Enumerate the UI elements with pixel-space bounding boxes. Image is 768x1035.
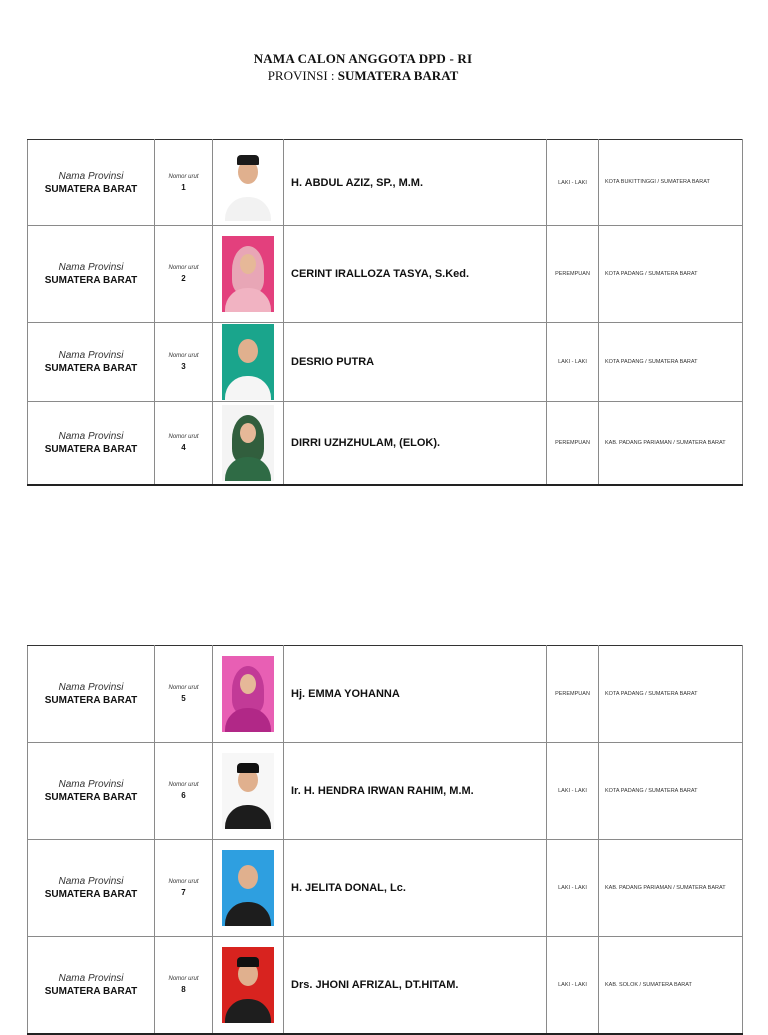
candidate-name: Drs. JHONI AFRIZAL, DT.HITAM. [291,978,459,991]
candidate-photo [222,947,274,1023]
document-title: NAMA CALON ANGGOTA DPD - RI [253,51,473,66]
region-cell [599,937,743,1034]
province-label: Nama Provinsi [58,170,124,182]
province-cell [28,323,155,402]
candidate-row [28,937,743,1034]
candidate-name: CERINT IRALLOZA TASYA, S.Ked. [291,268,470,280]
face-shape [238,339,258,363]
number-value: 3 [181,362,186,371]
province-label: Nama Provinsi [58,972,124,984]
number-cell [155,840,213,937]
province-label: Nama Provinsi [58,262,124,273]
candidate-name: DESRIO PUTRA [291,356,375,368]
candidate-region: KOTA PADANG / SUMATERA BARAT [605,690,698,697]
number-cell [155,140,213,226]
province-cell [28,840,155,937]
candidate-photo [222,753,274,829]
province-value: SUMATERA BARAT [44,695,138,706]
document-header [0,51,726,84]
number-cell [155,937,213,1034]
photo-cell [213,226,284,323]
gender-cell [547,646,599,743]
candidate-photo [222,145,274,221]
candidate-table-1 [27,139,743,486]
number-cell [155,402,213,485]
number-value: 8 [181,984,186,994]
candidate-name: H. JELITA DONAL, Lc. [291,882,406,894]
face-shape [240,254,256,274]
attire-shape [225,457,271,481]
candidate-name: H. ABDUL AZIZ, SP., M.M. [291,176,424,189]
number-value: 5 [181,694,186,703]
name-cell [284,140,547,226]
name-cell [284,402,547,485]
province-cell [28,402,155,485]
candidate-photo [222,236,274,312]
province-value: SUMATERA BARAT [44,275,138,286]
candidate-gender: LAKI - LAKI [558,359,587,365]
name-cell [284,840,547,937]
candidate-row [28,140,743,226]
photo-cell [213,646,284,743]
face-shape [240,423,256,443]
province-label: Nama Provinsi [58,350,124,361]
candidate-name: Hj. EMMA YOHANNA [291,688,400,700]
number-label: Nomor urut [168,782,199,788]
candidate-photo [222,324,274,400]
region-cell [599,323,743,402]
candidate-name: Ir. H. HENDRA IRWAN RAHIM, M.M. [291,785,474,797]
candidate-photo [222,656,274,732]
region-cell [599,226,743,323]
number-label: Nomor urut [168,879,199,885]
province-value: SUMATERA BARAT [44,443,138,455]
number-cell [155,743,213,840]
gender-cell [547,402,599,485]
candidate-photo [222,405,274,481]
candidate-region: KAB. PADANG PARIAMAN / SUMATERA BARAT [605,884,726,891]
candidate-gender: LAKI - LAKI [558,981,587,988]
hat-shape [237,957,259,967]
province-label: Nama Provinsi [58,876,124,887]
number-value: 1 [181,182,186,192]
province-label: Nama Provinsi [58,430,124,442]
province-value: SUMATERA BARAT [44,889,138,900]
face-shape [240,674,256,694]
photo-cell [213,937,284,1034]
number-value: 6 [181,791,186,800]
province-cell [28,646,155,743]
gender-cell [547,323,599,402]
province-prefix: PROVINSI : [267,68,335,83]
candidate-row [28,646,743,743]
province-value: SUMATERA BARAT [44,363,138,374]
number-label: Nomor urut [168,685,199,691]
candidate-region: KOTA PADANG / SUMATERA BARAT [605,358,698,365]
gender-cell [547,743,599,840]
attire-shape [225,805,271,829]
candidate-row [28,402,743,485]
candidate-region: KAB. PADANG PARIAMAN / SUMATERA BARAT [605,439,726,446]
candidate-row [28,743,743,840]
region-cell [599,140,743,226]
hat-shape [237,763,259,773]
number-label: Nomor urut [168,265,199,271]
number-label: Nomor urut [168,433,199,440]
gender-cell [547,140,599,226]
candidate-region: KAB. SOLOK / SUMATERA BARAT [605,981,692,988]
number-cell [155,323,213,402]
candidate-row [28,323,743,402]
province-label: Nama Provinsi [58,779,124,790]
candidate-gender: PEREMPUAN [555,439,590,446]
province-value: SUMATERA BARAT [44,792,138,803]
gender-cell [547,226,599,323]
name-cell [284,937,547,1034]
gender-cell [547,840,599,937]
candidate-region: KOTA PADANG / SUMATERA BARAT [605,270,698,277]
attire-shape [225,376,271,400]
number-value: 2 [181,274,186,283]
province-heading [0,68,726,84]
photo-cell [213,743,284,840]
province-name: SUMATERA BARAT [337,68,459,83]
candidate-gender: PEREMPUAN [555,691,590,697]
name-cell [284,743,547,840]
candidate-gender: PEREMPUAN [555,271,590,277]
number-cell [155,226,213,323]
province-cell [28,743,155,840]
attire-shape [225,708,271,732]
province-value: SUMATERA BARAT [44,985,138,997]
candidate-region: KOTA PADANG / SUMATERA BARAT [605,787,698,794]
photo-cell [213,402,284,485]
candidate-table-2 [27,645,743,1035]
province-cell [28,937,155,1034]
candidate-gender: LAKI - LAKI [558,885,587,891]
name-cell [284,646,547,743]
hat-shape [237,155,259,165]
photo-cell [213,140,284,226]
candidate-photo [222,850,274,926]
face-shape [238,865,258,889]
province-cell [28,226,155,323]
region-cell [599,646,743,743]
number-cell [155,646,213,743]
number-label: Nomor urut [168,353,199,359]
region-cell [599,840,743,937]
province-cell [28,140,155,226]
name-cell [284,323,547,402]
region-cell [599,402,743,485]
candidate-gender: LAKI - LAKI [558,179,587,186]
candidate-region: KOTA BUKITTINGGI / SUMATERA BARAT [605,179,710,186]
candidate-row [28,840,743,937]
candidate-row [28,226,743,323]
region-cell [599,743,743,840]
name-cell [284,226,547,323]
number-value: 7 [181,888,186,897]
attire-shape [225,288,271,312]
number-label: Nomor urut [168,173,199,180]
number-value: 4 [181,442,186,452]
province-label: Nama Provinsi [58,682,124,693]
number-label: Nomor urut [168,975,199,982]
province-value: SUMATERA BARAT [44,183,138,195]
gender-cell [547,937,599,1034]
attire-shape [225,902,271,926]
attire-shape [225,197,271,221]
photo-cell [213,323,284,402]
photo-cell [213,840,284,937]
candidate-gender: LAKI - LAKI [558,788,587,794]
candidate-name: DIRRI UZHZHULAM, (ELOK). [291,436,441,449]
attire-shape [225,999,271,1023]
